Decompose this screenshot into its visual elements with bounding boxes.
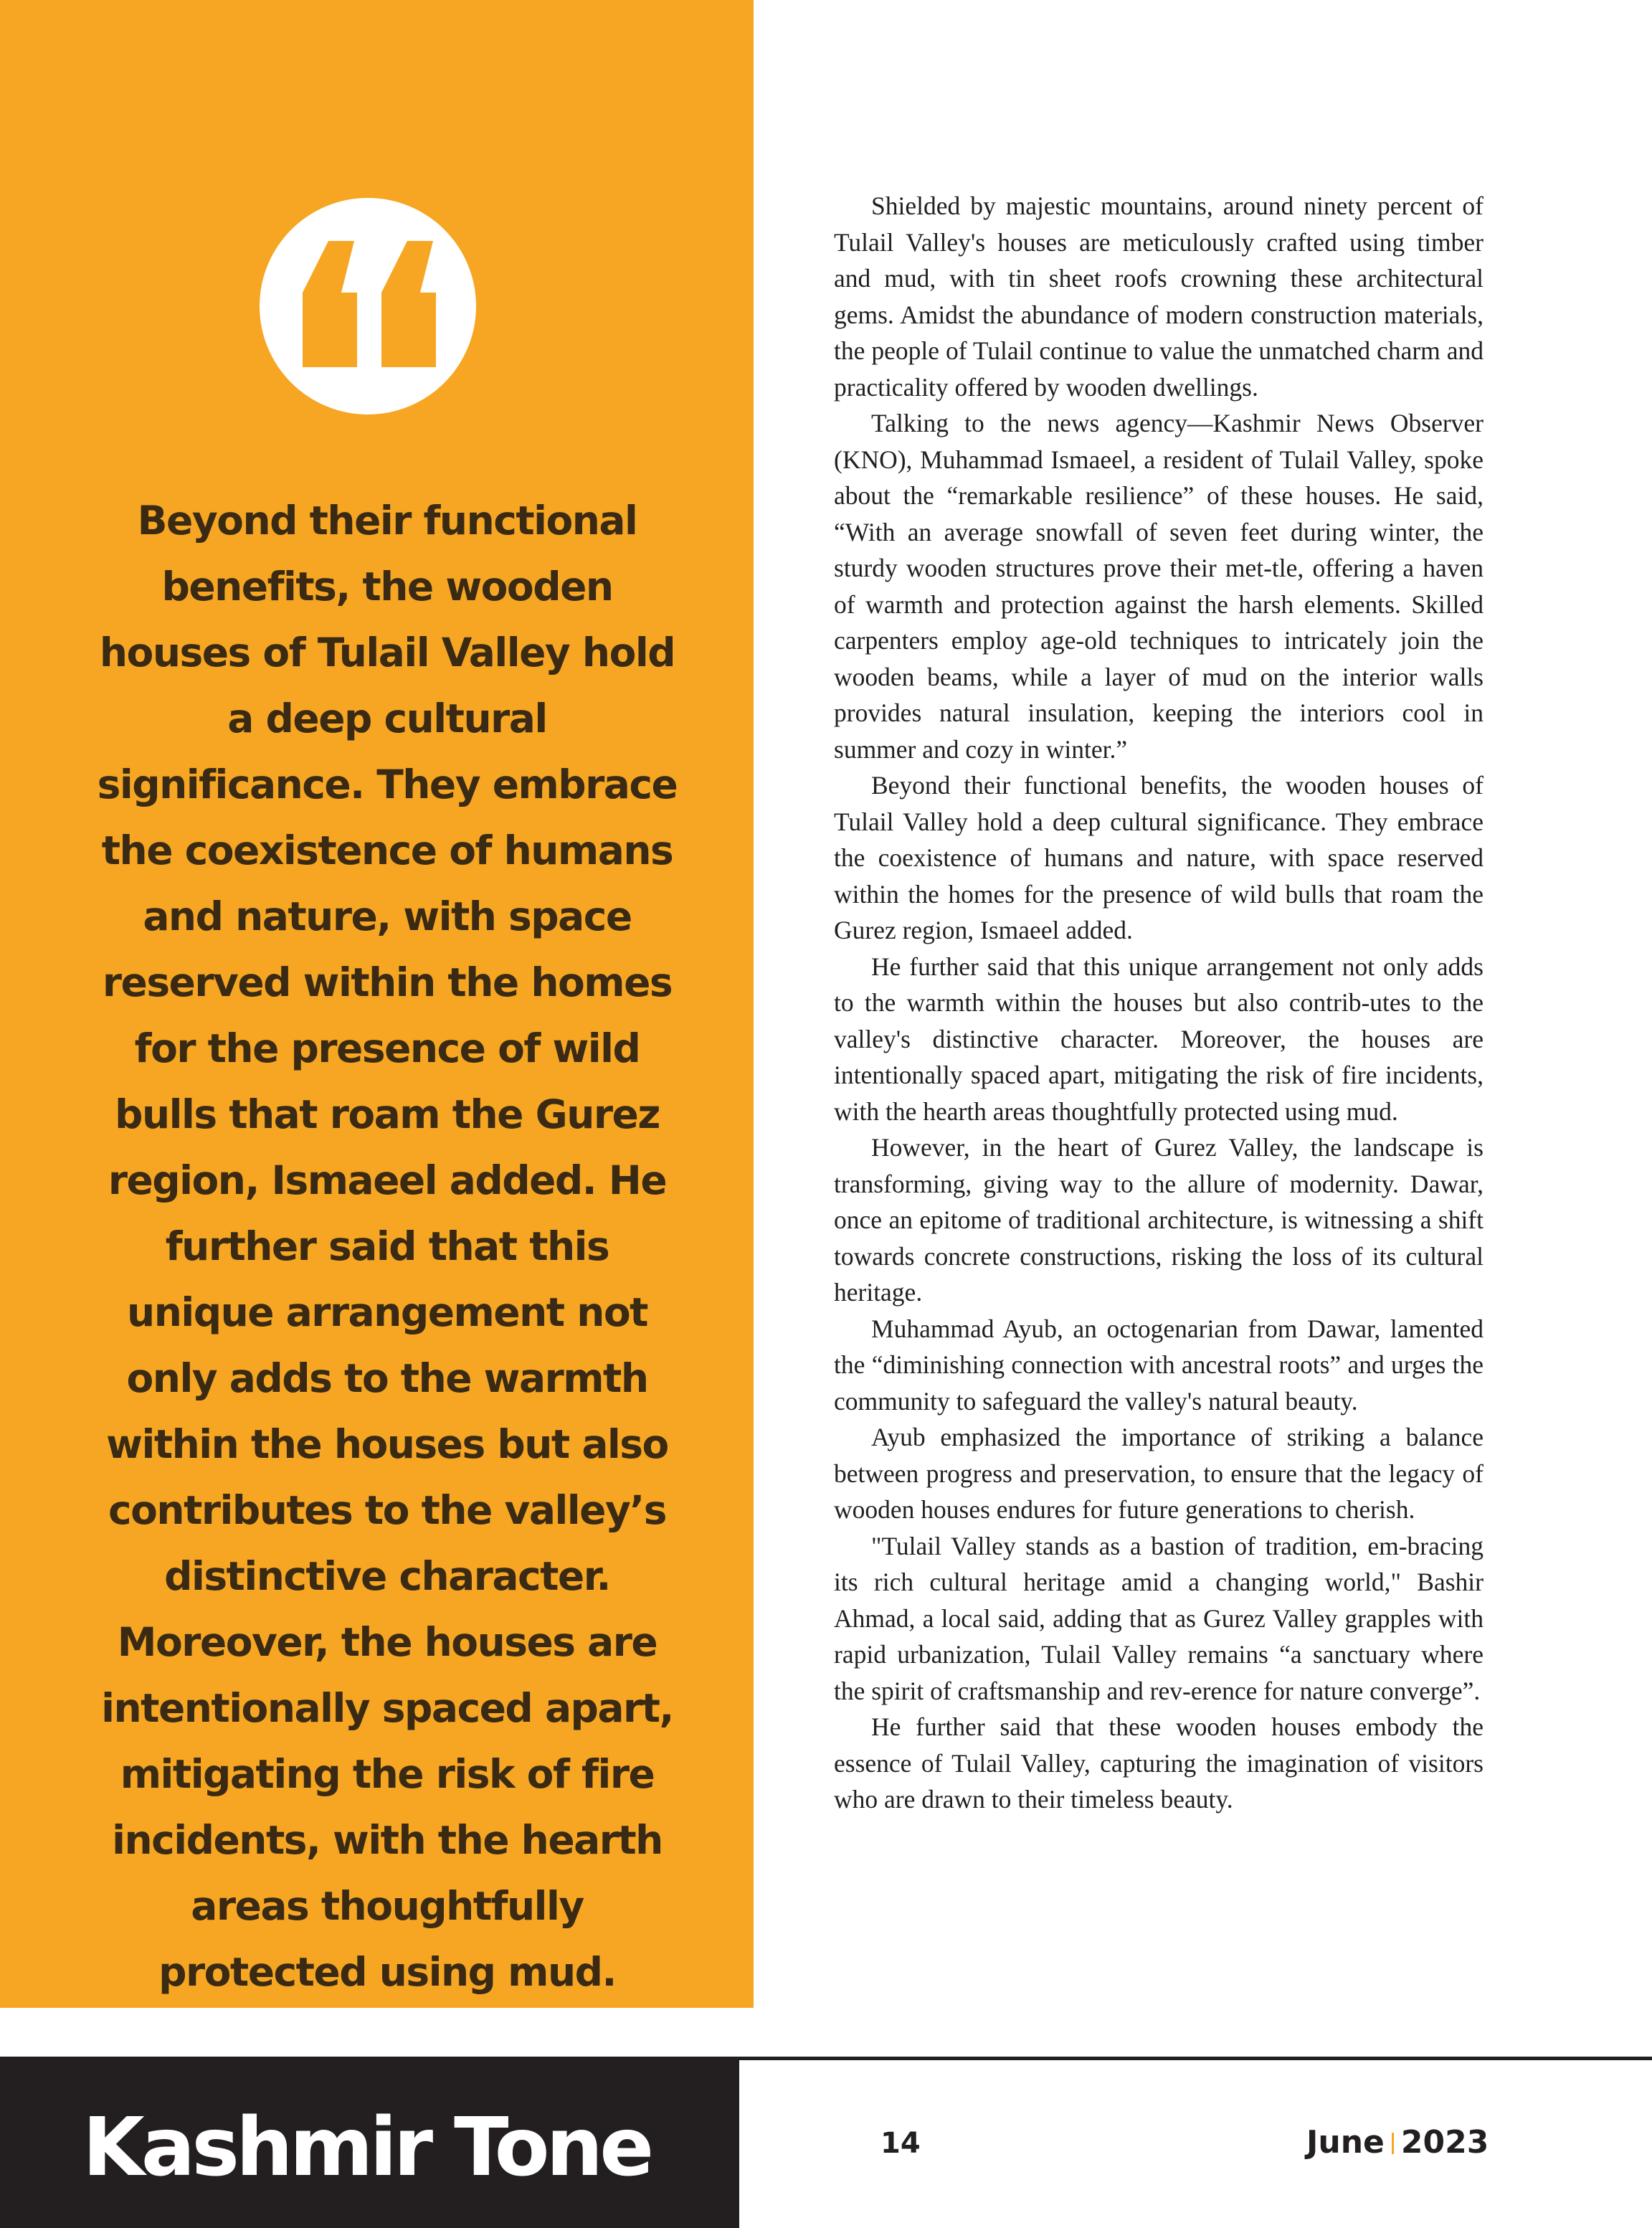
brand-logo: Kashmir Tone bbox=[82, 2101, 651, 2194]
article-paragraph: Muhammad Ayub, an octogenarian from Dawar, lamented the “diminishing connection with ancestral roots” and urges the community to safeguard the valley's natural beauty. bbox=[834, 1314, 1484, 1416]
article-body bbox=[834, 188, 1484, 1818]
footer-divider bbox=[739, 2057, 1652, 2060]
issue-month: June bbox=[1306, 2124, 1385, 2161]
article-paragraph: He further said that this unique arrangement not only adds to the warmth within the houses but also contrib-utes to the valley's distinctive character. Moreover, the houses are intentionally spaced apart, mitigating the risk of fire incidents, with the hearth areas thoughtfully protected using mud. bbox=[834, 952, 1484, 1126]
issue-year: 2023 bbox=[1400, 2124, 1489, 2161]
article-paragraph: Ayub emphasized the importance of striking a balance between progress and preservation, to ensure that the legacy of wooden houses endures for future generations to cherish. bbox=[834, 1423, 1484, 1524]
quote-badge bbox=[260, 198, 476, 414]
quote-open-icon bbox=[260, 198, 476, 414]
article-paragraph: "Tulail Valley stands as a bastion of tradition, em-bracing its rich cultural heritage amid a changing world," Bashir Ahmad, a local said, adding that as Gurez Valley grapples with rapid urbanization, Tulail Valley remains “a sanctuary where the spirit of craftsmanship and rev-erence for nature converge”. bbox=[834, 1531, 1484, 1705]
pull-quote-text: Beyond their functional benefits, the wooden houses of Tulail Valley hold a deep cultural significance. They embrace the coexistence of humans and nature, with space reserved within the homes for the presence of wild bulls that roam the Gurez region, Ismaeel added. He further said that this unique arrangement not only adds to the warmth within the houses but also contributes to the valley’s distinctive character. Moreover, the houses are intentionally spaced apart, mitigating the risk of fire incidents, with the hearth areas thoughtfully protected using mud. bbox=[97, 498, 678, 1995]
page-number: 14 bbox=[880, 2127, 921, 2160]
issue-date bbox=[1306, 2123, 1489, 2162]
date-separator bbox=[1392, 2133, 1394, 2154]
article-paragraph: Beyond their functional benefits, the wooden houses of Tulail Valley hold a deep cultural significance. They embrace the coexistence of humans and nature, with space reserved within the homes for the presence of wild bulls that roam the Gurez region, Ismaeel added. bbox=[834, 771, 1484, 944]
article-paragraph: However, in the heart of Gurez Valley, the landscape is transforming, giving way to the allure of modernity. Dawar, once an epitome of traditional architecture, is witnessing a shift towards concrete constructions, risking the loss of its cultural heritage. bbox=[834, 1133, 1484, 1307]
article-paragraph: Shielded by majestic mountains, around ninety percent of Tulail Valley's houses are meticulously crafted using timber and mud, with tin sheet roofs crowning these architectural gems. Amidst the abundance of modern construction materials, the people of Tulail continue to value the unmatched charm and practicality offered by wooden dwellings. bbox=[834, 191, 1484, 402]
article-paragraph: He further said that these wooden houses embody the essence of Tulail Valley, capturing the imagination of visitors who are drawn to their timeless beauty. bbox=[834, 1712, 1484, 1814]
pull-quote-panel bbox=[0, 0, 754, 2008]
article-paragraph: Talking to the news agency—Kashmir News Observer (KNO), Muhammad Ismaeel, a resident of Tulail Valley, spoke about the “remarkable resilience” of these houses. He said, “With an average snowfall of seven feet during winter, the sturdy wooden structures prove their met-tle, offering a haven of warmth and protection against the harsh elements. Skilled carpenters employ age-old techniques to intricately join the wooden beams, while a layer of mud on the interior walls provides natural insulation, keeping the interiors cool in summer and cozy in winter.” bbox=[834, 409, 1484, 764]
